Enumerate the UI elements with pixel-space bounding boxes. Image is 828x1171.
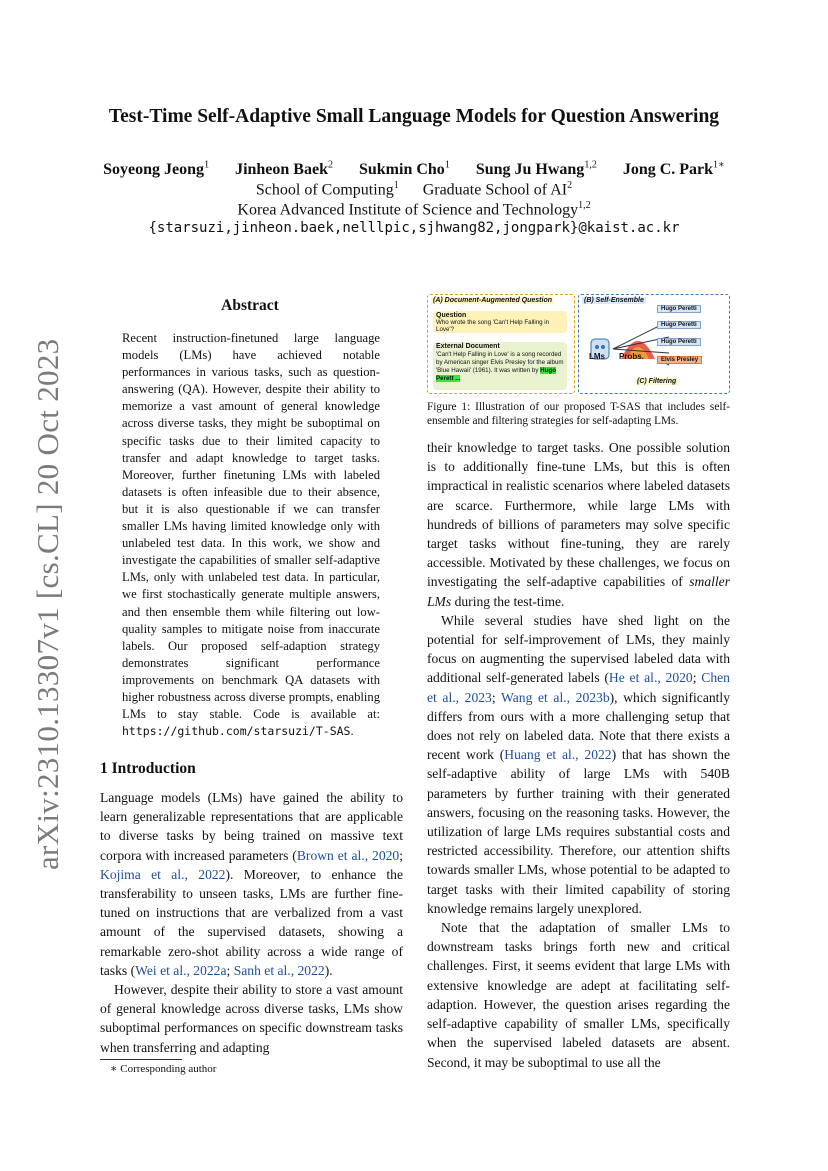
- citation-link[interactable]: Wang et al., 2023b: [501, 689, 610, 705]
- citation-link[interactable]: He et al., 2020: [608, 670, 693, 686]
- author: Jinheon Baek$^2$: [235, 160, 333, 179]
- lms-label: LMs: [589, 352, 605, 361]
- author: Sung Ju Hwang$^{1,2}$: [475, 160, 597, 179]
- author: Jong C. Park$^{1∗}$: [622, 160, 725, 179]
- paragraph: their knowledge to target tasks. One possible solution is to additionally fine-tune LMs, but this is often impractical in realistic scenarios where labeled datasets are scarce. Furthermore, while large LMs with hundreds of billions of parameters may solve specific target tasks without fine-tuning, they are rarely accessible. Motivated by these challenges, we focus on investigating the self-adaptive capabilities of smaller LMs during the test-time.: [427, 440, 730, 609]
- author-list: [0, 160, 828, 179]
- abstract-heading: Abstract: [221, 297, 279, 314]
- ensemble-diagram: [583, 313, 723, 373]
- paragraph: However, despite their ability to store a vast amount of general knowledge across diverse tasks, LMs show suboptimal performances on specific downstream tasks when transferring and adapting: [100, 982, 403, 1055]
- citation-link[interactable]: Sanh et al., 2022: [233, 962, 325, 978]
- answer-chip: Elvis Presley: [657, 356, 702, 364]
- intro-left-column: [100, 788, 403, 1057]
- question-box: Question Who wrote the song 'Can't Help Falling in Love'?: [433, 311, 567, 333]
- section-heading: 1 Introduction: [100, 760, 196, 777]
- answer-chip: Hugo Peretti: [657, 321, 701, 329]
- answer-chip: Hugo Peretti: [657, 338, 701, 346]
- paper-title: Test-Time Self-Adaptive Small Language Models for Question Answering: [108, 106, 720, 127]
- intro-right-column: [427, 438, 730, 1072]
- citation-link[interactable]: Brown et al., 2020: [296, 847, 400, 863]
- author: Soyeong Jeong$^1$: [103, 160, 210, 179]
- answer-chip: Hugo Peretti: [657, 305, 701, 313]
- panel-b-label: (B) Self-Ensemble: [584, 297, 644, 304]
- citation-link[interactable]: Chen et al., 2023: [427, 670, 730, 705]
- author: Sukmin Cho$^1$: [358, 160, 450, 179]
- panel-a: [427, 294, 575, 394]
- footnote: ∗ Corresponding author: [110, 1063, 217, 1075]
- abstract-body: Recent instruction-finetuned large language models (LMs) have achieved notable performances in various tasks, such as question-answering (QA). However, despite their ability to memorize a vast amount of general knowledge across diverse tasks, they might be suboptimal on specific tasks due to their limited capacity to transfer and adapt knowledge to target tasks. Moreover, further finetuning LMs with labeled datasets is often infeasible due to their absence, but it is also questionable if we can transfer smaller LMs having limited knowledge only with unlabeled test data. In this work, we show and investigate the capabilities of smaller self-adaptive LMs, only with unlabeled test data. In particular, we first stochastically generate multiple answers, and then ensemble them while filtering out low-quality samples to mitigate noise from inaccurate labels. Our proposed self-adaption strategy demonstrates significant performance improvements on benchmark QA datasets with higher robustness across diverse prompts, enabling LMs to stay stable. Code is available at: https://github.com/starsuzi/T-SAS.: [122, 331, 380, 739]
- arxiv-stamp: arXiv:2310.13307v1 [cs.CL] 20 Oct 2023: [30, 338, 65, 870]
- affiliations: School of Computing$^1$ Graduate School of $AI^2$: [255, 180, 573, 199]
- paragraph: While several studies have shed light on the potential for self-improvement of LMs, they mainly focus on augmenting the supervised labeled data with additional self-generated labels (He et al., 2020; Chen et al., 2023; Wang et al., 2023b), which significantly differs from ours with a more challenging setup that does not rely on labeled data. Note that there exists a recent work (Huang et al., 2022) that has shown the self-adaptive ability of large LMs with 540B parameters by further training with their generated answers, focusing on the reasoning tasks. However, the utilization of large LMs requires substantial costs and restricted accessibility. Therefore, our attention shifts towards smaller LMs, whose potential to be adapted to target tasks with their limited capability of storing knowledge remains largely unexplored.: [427, 612, 731, 916]
- document-box: External Document 'Can't Help Falling in Love' is a song recorded by American singer Elvis Presley for the album 'Blue Hawaii' (1961). It was written by Hugo Perett ...: [433, 342, 567, 390]
- institute: Korea Advanced Institute of Science and Technology$^{1,2}$: [237, 200, 591, 219]
- panel-b: [578, 294, 730, 394]
- probs-label: Probs.: [619, 352, 644, 361]
- figure-caption: Figure 1: Illustration of our proposed T-SAS that includes self-ensemble and filtering strategies for self-adapting LMs.: [427, 401, 730, 427]
- code-link[interactable]: https://github.com/starsuzi/T-SAS: [122, 724, 351, 739]
- panel-a-label: (A) Document-Augmented Question: [433, 297, 552, 304]
- citation-link[interactable]: Wei et al., 2022a: [135, 962, 227, 978]
- paragraph: Language models (LMs) have gained the ability to learn generalizable representations that are applicable to diverse tasks by being trained on massive text corpora with increased parameters (Brown et al., 2020; Kojima et al., 2022). Moreover, to enhance the transferability to unseen tasks, LMs are further fine-tuned on instructions that are verbalized from a vast amount of the supervised datasets, showing a remarkable zero-shot ability across a wide range of tasks (Wei et al., 2022a; Sanh et al., 2022).: [100, 790, 403, 978]
- figure-1: [427, 294, 730, 394]
- citation-link[interactable]: Kojima et al., 2022: [100, 866, 226, 882]
- paragraph: Note that the adaptation of smaller LMs to downstream tasks brings forth new and critical challenges. First, it seems evident that large LMs with extensive knowledge are adept at facilitating self-adaption. However, the question arises regarding the self-adaptive capability of smaller LMs, specifically when the supervised labeled datasets are absent. Second, it may be suboptimal to use all the: [427, 920, 730, 1070]
- footnote-rule: [100, 1059, 182, 1060]
- author-emails: {starsuzi,jinheon.baek,nelllpic,sjhwang82,jongpark}@kaist.ac.kr: [148, 220, 680, 236]
- citation-link[interactable]: Huang et al., 2022: [504, 747, 612, 763]
- panel-c-label: (C) Filtering: [637, 378, 677, 385]
